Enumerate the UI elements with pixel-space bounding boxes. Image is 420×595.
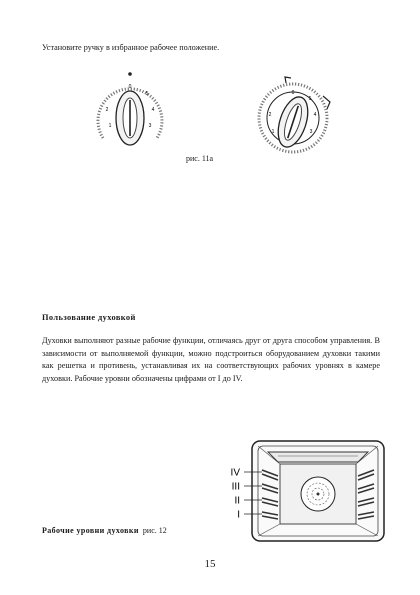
section-title: Пользование духовкой: [42, 313, 136, 322]
knob2-mark-3: 3: [309, 129, 313, 135]
knob-mark-2: 2: [105, 107, 109, 113]
knob-mark-0: 0: [128, 84, 132, 90]
knob-dial-graphic-rotated: [245, 72, 345, 158]
knob2-mark-4: 4: [313, 112, 317, 118]
knob2-mark-0: 0: [291, 90, 295, 96]
knob-dial-graphic: [90, 68, 170, 152]
knob-mark-5: 5: [145, 91, 149, 97]
figure-12-label: рис. 12: [142, 526, 167, 535]
page-number: 15: [204, 558, 216, 570]
figure-12-caption: [42, 526, 167, 535]
figure-12-title: Рабочие уровни духовки: [42, 526, 139, 535]
oven-knob-figure-1: [90, 68, 170, 157]
figure-11a-label: рис. 11а: [186, 154, 214, 163]
oven-level-ii-label: II: [234, 495, 240, 507]
knob-mark-1: 1: [108, 123, 112, 129]
knob2-mark-1: 1: [271, 129, 275, 135]
knob2-mark-5: 5: [308, 96, 312, 102]
oven-level-iv-label: IV: [230, 467, 240, 479]
oven-level-i-label: I: [237, 509, 240, 521]
oven-knob-figure-2: [245, 72, 345, 163]
knob-mark-3: 3: [148, 123, 152, 129]
knob-mark-4: 4: [151, 107, 155, 113]
oven-levels-figure: [230, 438, 390, 551]
intro-text: Установите ручку в избранное рабочее положение.: [42, 43, 220, 52]
knob2-mark-2: 2: [268, 112, 272, 118]
oven-level-iii-label: III: [231, 481, 240, 493]
body-paragraph: Духовки выполняют разные рабочие функции, отличаясь друг от друга способом управления. В зависимости от выполняемой функции, можно подстроиться оборудованием духовки такими как решетка и противень, устанавливая их на соответствующих рабочих уровнях в камере духовки. Рабочие уровни обозначены цифрами от I до IV.: [42, 336, 380, 384]
oven-cavity-graphic: [230, 438, 390, 546]
